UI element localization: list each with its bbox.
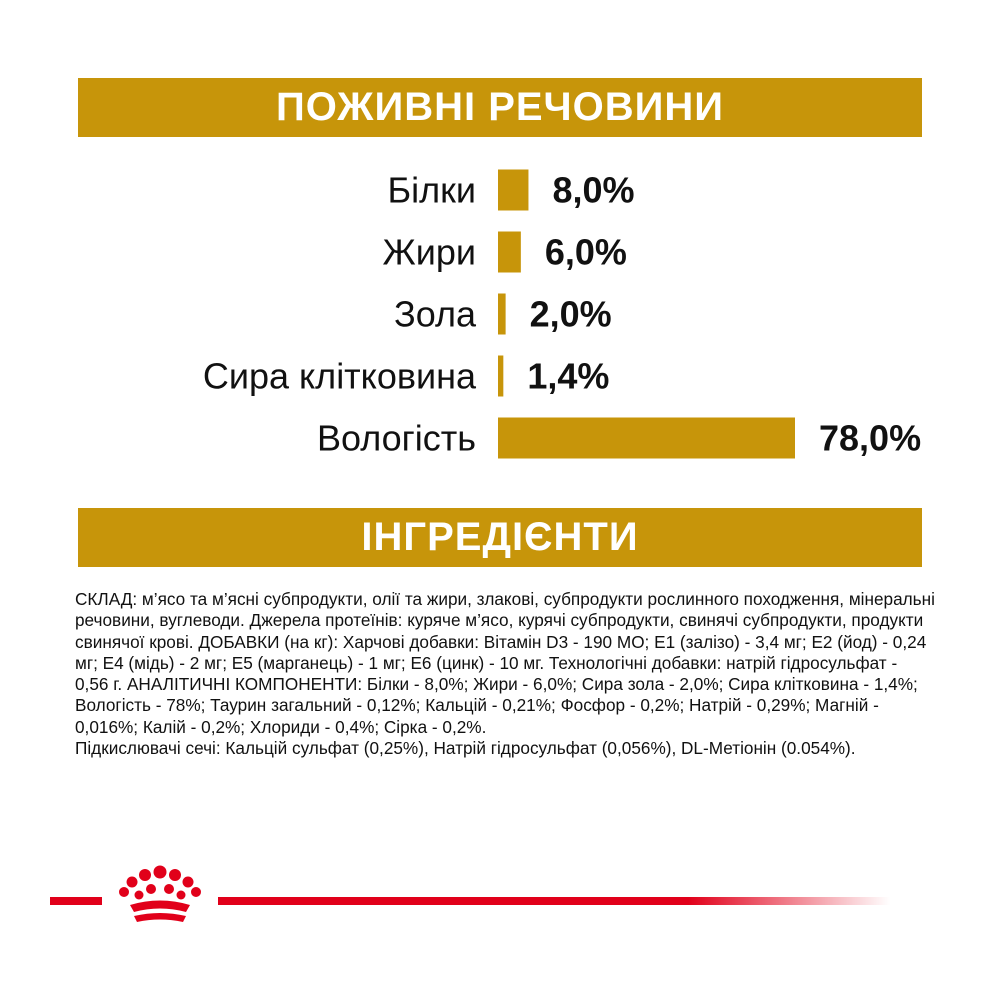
bar	[498, 356, 503, 397]
footer-line-right	[218, 897, 890, 905]
bar-label: Вологість	[316, 417, 476, 459]
bar-label: Сира клітковина	[202, 355, 476, 397]
bar-label: Зола	[393, 293, 476, 335]
bar-label: Білки	[387, 169, 476, 211]
ingredients-text	[75, 589, 935, 759]
bar-label: Жири	[382, 231, 476, 273]
nutrients-heading: ПОЖИВНІ РЕЧОВИНИ	[275, 85, 725, 129]
bar	[498, 170, 528, 211]
bar-value-label: 78,0%	[819, 417, 922, 459]
bar-value-label: 1,4%	[527, 355, 610, 397]
bar	[498, 418, 795, 459]
royal-crown-icon	[119, 866, 201, 923]
ingredients-heading-banner	[78, 508, 922, 567]
bar	[498, 232, 521, 273]
composition-paragraph: СКЛАД: м’ясо та м’ясні субпродукти, олії та жири, злакові, субпродукти рослинного походження, мінеральні речовини, вуглеводи. Джерела протеїнів: куряче м’ясо, курячі субпродукти, свинячі субпродукти, продукти свинячої крові. ДОБАВКИ (на кг): Харчові добавки: Вітамін D3 - 190 МО; Е1 (залізо) - 3,4 мг; Е2 (йод) - 0,24 мг; Е4 (мідь) - 2 мг; Е5 (марганець) - 1 мг; Е6 (цинк) - 10 мг. Технологічні добавки: натрій гідросульфат - 0,56 г. АНАЛІТИЧНІ КОМПОНЕНТИ: Білки - 8,0%; Жири - 6,0%; Сира зола - 2,0%; Сира клітковина - 1,4%; Вологість - 78%; Таурин загальний - 0,12%; Кальцій - 0,21%; Фосфор - 0,2%; Натрій - 0,29%; Магній - 0,016%; Калій - 0,2%; Хлориди - 0,4%; Сірка - 0,2%.	[75, 589, 935, 737]
bar	[498, 294, 506, 335]
bar-value-label: 2,0%	[529, 293, 612, 335]
nutrient-bar-chart	[0, 150, 1000, 470]
footer-brand-strip	[0, 860, 1000, 940]
nutrients-heading-banner	[78, 78, 922, 137]
ingredients-heading: ІНГРЕДІЄНТИ	[361, 515, 639, 559]
bar-value-label: 8,0%	[552, 169, 635, 211]
acidifiers-paragraph: Підкислювачі сечі: Кальцій сульфат (0,25%), Натрій гідросульфат (0,056%), DL-Метіонін (0.054%).	[75, 738, 856, 759]
footer-line-left	[50, 897, 102, 905]
bar-value-label: 6,0%	[544, 231, 627, 273]
